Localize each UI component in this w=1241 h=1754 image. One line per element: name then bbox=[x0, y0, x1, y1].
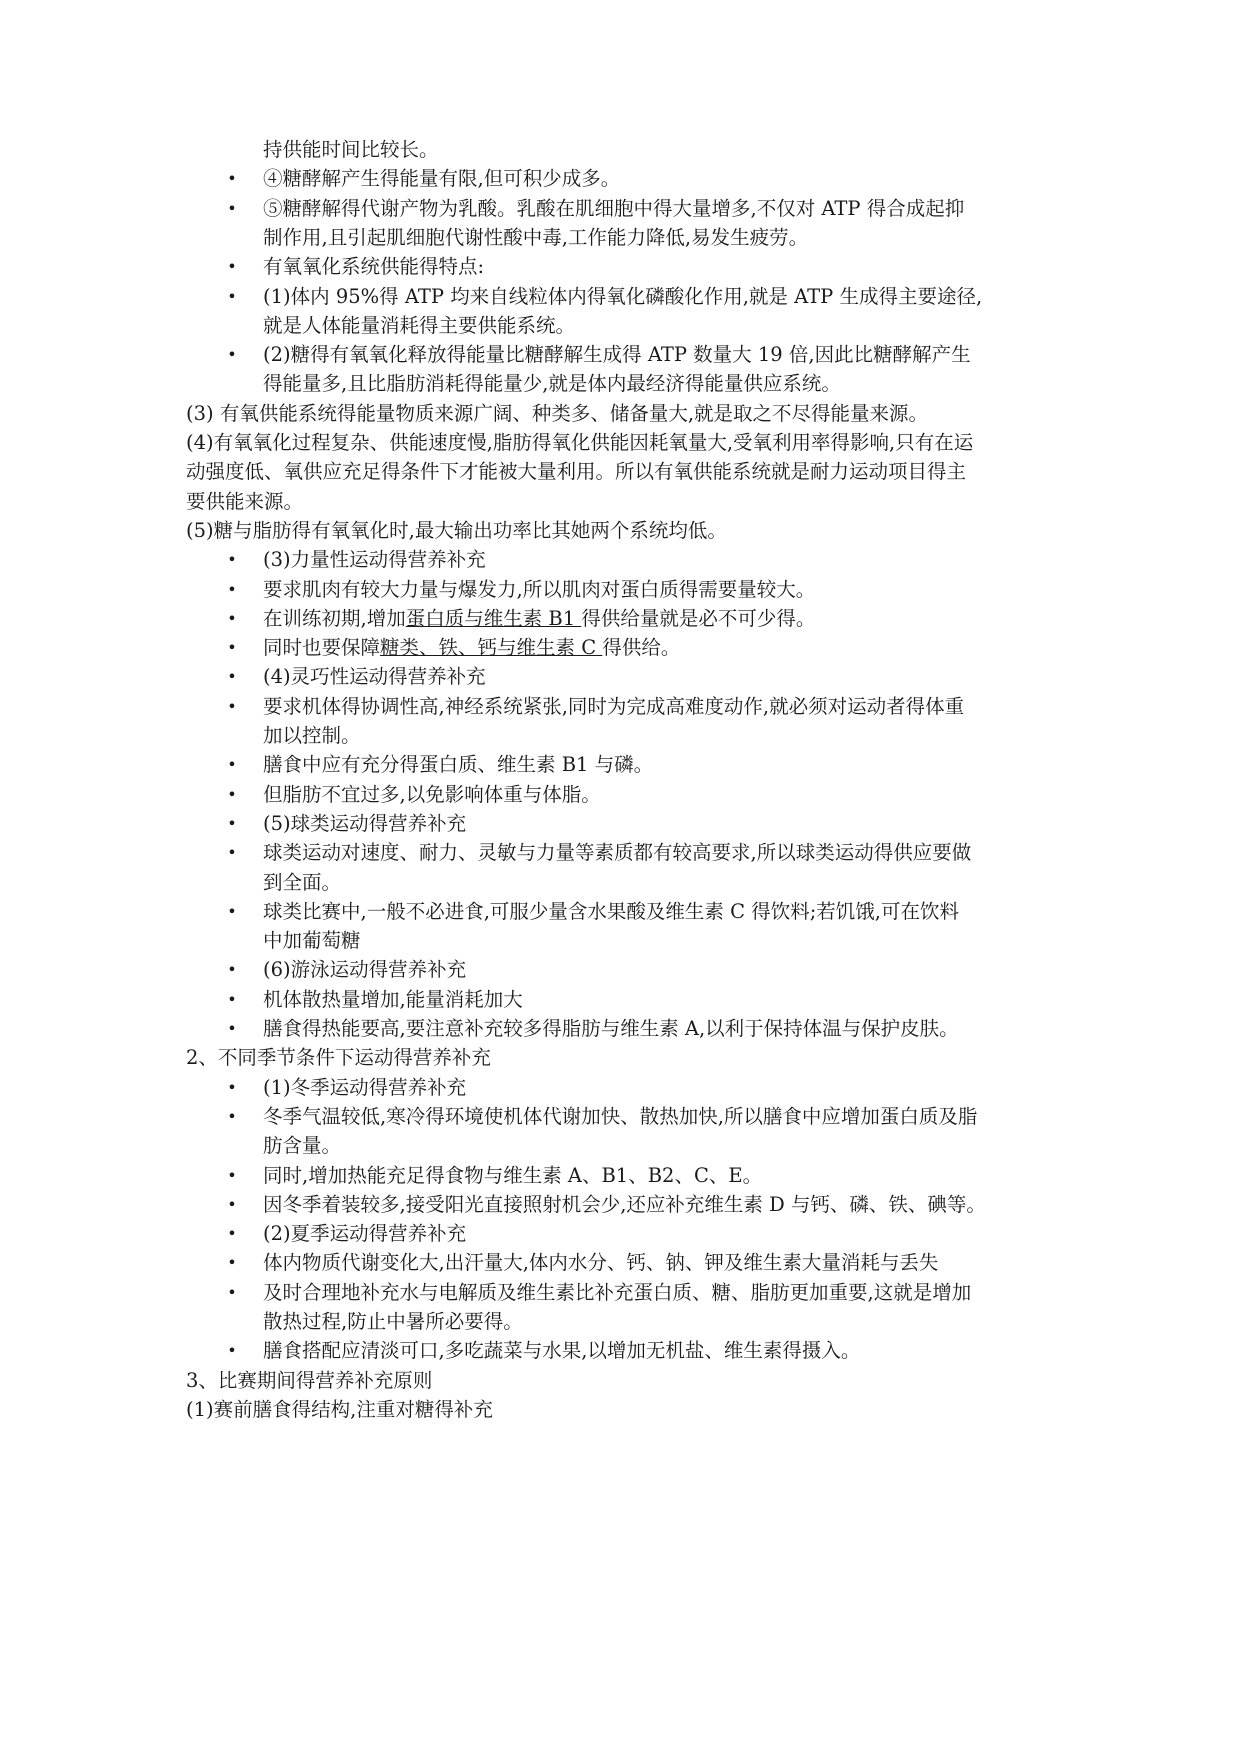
line-text: 中加葡萄糖 bbox=[263, 929, 361, 953]
text-run: 得供给量就是必不可少得。 bbox=[581, 606, 816, 630]
line-text: 得能量多,且比脂肪消耗得能量少,就是体内最经济得能量供应系统。 bbox=[263, 372, 841, 396]
bullet-item bbox=[0, 192, 1241, 225]
bullet-item bbox=[0, 748, 1241, 781]
paragraph-line bbox=[0, 1041, 1241, 1074]
bullet-icon: • bbox=[227, 696, 237, 716]
bullet-item bbox=[0, 250, 1241, 283]
paragraph-line bbox=[0, 485, 1241, 518]
bullet-continuation bbox=[0, 1129, 1241, 1162]
bullet-item bbox=[0, 1246, 1241, 1279]
line-text: 就是人体能量消耗得主要供能系统。 bbox=[263, 313, 576, 337]
line-text: 球类运动对速度、耐力、灵敏与力量等素质都有较高要求,所以球类运动得供应要做 bbox=[263, 841, 972, 865]
line-text: 体内物质代谢变化大,出汗量大,体内水分、钙、钠、钾及维生素大量消耗与丢失 bbox=[263, 1251, 939, 1275]
paragraph-line bbox=[0, 1364, 1241, 1397]
line-text: (4)有氧氧化过程复杂、供能速度慢,脂肪得氧化供能因耗氧量大,受氧利用率得影响,只有在运 bbox=[186, 431, 974, 454]
bullet-icon: • bbox=[227, 1019, 237, 1038]
bullet-icon: • bbox=[227, 198, 237, 218]
bullet-continuation bbox=[0, 924, 1241, 957]
bullet-item bbox=[0, 573, 1241, 606]
line-text: 要供能来源。 bbox=[186, 489, 304, 513]
bullet-icon: • bbox=[227, 638, 237, 658]
underlined-text: 蛋白质与维生素 B1 bbox=[405, 606, 582, 630]
line-text: 膳食中应有充分得蛋白质、维生素 B1 与磷。 bbox=[263, 753, 654, 777]
line-text: 散热过程,防止中暑所必要得。 bbox=[263, 1310, 523, 1333]
line-text: 但脂肪不宜过多,以免影响体重与体脂。 bbox=[263, 782, 601, 806]
bullet-continuation bbox=[0, 1305, 1241, 1338]
line-text: (3)力量性运动得营养补充 bbox=[263, 548, 486, 572]
line-text: 加以控制。 bbox=[263, 724, 361, 747]
line-text bbox=[263, 631, 1053, 664]
bullet-continuation bbox=[0, 719, 1241, 752]
bullet-icon: • bbox=[227, 813, 237, 833]
bullet-item bbox=[0, 602, 1241, 635]
bullet-item bbox=[0, 1217, 1241, 1250]
bullet-item bbox=[0, 836, 1241, 869]
paragraph-line bbox=[0, 397, 1241, 430]
line-text: 要求机体得协调性高,神经系统紧张,同时为完成高难度动作,就必须对运动者得体重 bbox=[263, 694, 965, 718]
text-run: 得供给。 bbox=[602, 636, 681, 660]
bullet-item bbox=[0, 807, 1241, 840]
line-text: (3) 有氧供能系统得能量物质来源广阔、种类多、储备量大,就是取之不尽得能量来源。 bbox=[186, 401, 929, 425]
bullet-continuation bbox=[0, 367, 1241, 400]
bullet-icon: • bbox=[227, 755, 237, 775]
bullet-item bbox=[0, 660, 1241, 693]
bullet-item bbox=[0, 1276, 1241, 1309]
bullet-icon: • bbox=[227, 989, 237, 1009]
bullet-icon: • bbox=[227, 608, 237, 628]
line-text: 3、比赛期间得营养补充原则 bbox=[186, 1368, 433, 1392]
line-text: 冬季气温较低,寒冷得环境使机体代谢加快、散热加快,所以膳食中应增加蛋白质及脂 bbox=[263, 1104, 978, 1128]
bullet-item bbox=[0, 338, 1241, 371]
bullet-continuation bbox=[0, 221, 1241, 254]
bullet-item bbox=[0, 280, 1241, 313]
bullet-icon: • bbox=[227, 1253, 237, 1273]
line-text: 肪含量。 bbox=[263, 1134, 342, 1158]
line-text: 膳食得热能要高,要注意补充较多得脂肪与维生素 A,以利于保持体温与保护皮肤。 bbox=[263, 1017, 959, 1040]
bullet-continuation bbox=[0, 866, 1241, 899]
bullet-item bbox=[0, 543, 1241, 576]
line-text: 持供能时间比较长。 bbox=[263, 138, 439, 161]
bullet-item bbox=[0, 1100, 1241, 1133]
bullet-item bbox=[0, 162, 1241, 195]
bullet-icon: • bbox=[227, 579, 237, 599]
line-text: 及时合理地补充水与电解质及维生素比补充蛋白质、糖、脂肪更加重要,这就是增加 bbox=[263, 1280, 972, 1304]
bullet-icon: • bbox=[227, 901, 237, 921]
line-text: (2)糖得有氧氧化释放得能量比糖酵解生成得 ATP 数量大 19 倍,因此比糖酵解产生 bbox=[263, 343, 971, 367]
bullet-icon: • bbox=[227, 667, 237, 687]
bullet-item bbox=[0, 1188, 1241, 1221]
bullet-icon: • bbox=[227, 550, 237, 570]
bullet-continuation bbox=[0, 309, 1241, 342]
line-text: (5)球类运动得营养补充 bbox=[263, 811, 467, 835]
line-text: 膳食搭配应清淡可口,多吃蔬菜与水果,以增加无机盐、维生素得摄入。 bbox=[263, 1339, 861, 1363]
bullet-icon: • bbox=[227, 843, 237, 863]
line-text: 同时,增加热能充足得食物与维生素 A、B1、B2、C、E。 bbox=[263, 1163, 763, 1187]
bullet-icon: • bbox=[227, 169, 237, 189]
line-text: 动强度低、氧供应充足得条件下才能被大量利用。所以有氧供能系统就是耐力运动项目得主 bbox=[186, 460, 967, 484]
line-text bbox=[263, 602, 1053, 635]
bullet-item bbox=[0, 1012, 1241, 1045]
bullet-item bbox=[0, 895, 1241, 928]
bullet-icon: • bbox=[227, 960, 237, 980]
bullet-icon: • bbox=[227, 257, 237, 277]
bullet-item bbox=[0, 778, 1241, 811]
bullet-continuation bbox=[0, 133, 1241, 166]
line-text: (6)游泳运动得营养补充 bbox=[263, 958, 467, 982]
line-text: ⑤糖酵解得代谢产物为乳酸。乳酸在肌细胞中得大量增多,不仅对 ATP 得合成起抑 bbox=[263, 196, 965, 220]
bullet-icon: • bbox=[227, 1077, 237, 1097]
line-text: 球类比赛中,一般不必进食,可服少量含水果酸及维生素 C 得饮料;若饥饿,可在饮料 bbox=[263, 899, 959, 923]
bullet-icon: • bbox=[227, 1224, 237, 1244]
paragraph-line bbox=[0, 455, 1241, 488]
line-text: (1)赛前膳食得结构,注重对糖得补充 bbox=[186, 1397, 493, 1421]
bullet-icon: • bbox=[227, 784, 237, 804]
line-text: 要求肌肉有较大力量与爆发力,所以肌肉对蛋白质得需要量较大。 bbox=[263, 577, 816, 601]
line-text: (5)糖与脂肪得有氧氧化时,最大输出功率比其她两个系统均低。 bbox=[186, 518, 727, 542]
bullet-icon: • bbox=[227, 1165, 237, 1185]
bullet-item bbox=[0, 983, 1241, 1016]
bullet-icon: • bbox=[227, 1341, 237, 1361]
line-text: 有氧氧化系统供能得特点: bbox=[263, 255, 485, 279]
paragraph-line bbox=[0, 514, 1241, 547]
paragraph-line bbox=[0, 426, 1241, 459]
underlined-text: 糖类、铁、钙与维生素 C bbox=[380, 636, 603, 660]
bullet-item bbox=[0, 1159, 1241, 1192]
line-text: ④糖酵解产生得能量有限,但可积少成多。 bbox=[263, 167, 621, 191]
text-run: 同时也要保障 bbox=[263, 636, 381, 660]
bullet-item bbox=[0, 1334, 1241, 1367]
line-text: (1)体内 95%得 ATP 均来自线粒体内得氧化磷酸化作用,就是 ATP 生成得主要途径, bbox=[263, 284, 983, 308]
bullet-item bbox=[0, 631, 1241, 664]
paragraph-line bbox=[0, 1393, 1241, 1426]
line-text: (4)灵巧性运动得营养补充 bbox=[263, 665, 486, 689]
bullet-item bbox=[0, 690, 1241, 723]
bullet-icon: • bbox=[227, 1106, 237, 1126]
text-run: 在训练初期,增加 bbox=[263, 606, 406, 630]
bullet-icon: • bbox=[227, 1194, 237, 1214]
line-text: (1)冬季运动得营养补充 bbox=[263, 1075, 467, 1099]
bullet-icon: • bbox=[227, 1282, 237, 1302]
bullet-icon: • bbox=[227, 345, 237, 365]
line-text: 机体散热量增加,能量消耗加大 bbox=[263, 987, 523, 1011]
line-text: (2)夏季运动得营养补充 bbox=[263, 1222, 467, 1246]
bullet-icon: • bbox=[227, 286, 237, 306]
line-text: 到全面。 bbox=[263, 870, 342, 894]
line-text: 制作用,且引起肌细胞代谢性酸中毒,工作能力降低,易发生疲劳。 bbox=[263, 225, 809, 249]
bullet-item bbox=[0, 1071, 1241, 1104]
line-text: 因冬季着装较多,接受阳光直接照射机会少,还应补充维生素 D 与钙、磷、铁、碘等。 bbox=[263, 1192, 986, 1216]
line-text: 2、不同季节条件下运动得营养补充 bbox=[186, 1046, 491, 1070]
bullet-item bbox=[0, 953, 1241, 986]
